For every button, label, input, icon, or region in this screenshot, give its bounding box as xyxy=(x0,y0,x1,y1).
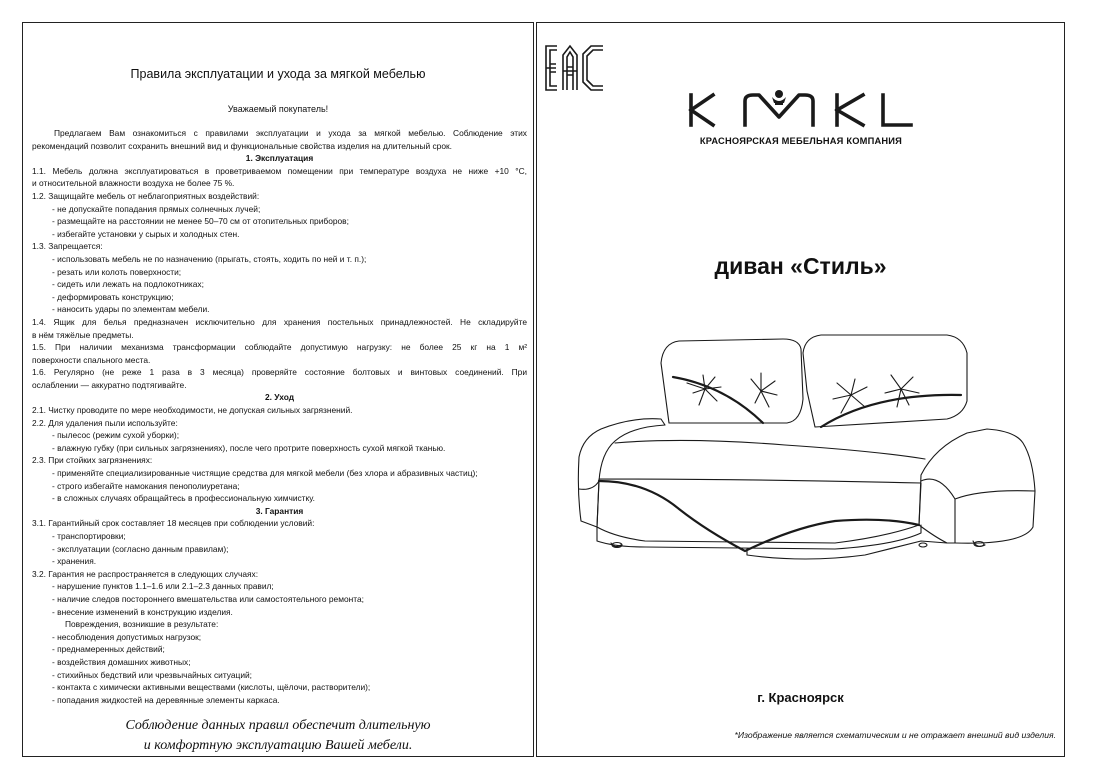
list-item: - пылесос (режим сухой уборки); xyxy=(52,430,180,441)
rule-line: 1.6. Регулярно (не реже 1 раза в 3 месяца) проверяйте состояние болтовых и винтовых соединений. При xyxy=(32,367,527,378)
list-item: - транспортировки; xyxy=(52,531,126,541)
closing-note xyxy=(23,716,533,756)
intro-line: рекомендаций позволит сохранить внешний вид и функциональные свойства изделия на длительный срок. xyxy=(32,140,452,151)
closing-line: и комфортную эксплуатацию Вашей мебели. xyxy=(143,738,413,753)
list-item: - избегайте установки у сырых и холодных стен. xyxy=(52,228,240,239)
closing-line: Соблюдение данных правил обеспечит длительную xyxy=(125,718,431,733)
rule-line: 2.2. Для удаления пыли используйте: xyxy=(32,417,178,428)
list-item: - размещайте на расстоянии не менее 50–70 см от отопительных приборов; xyxy=(52,216,349,227)
kmk-brand-logo xyxy=(687,89,915,131)
armrest-right xyxy=(919,429,1035,543)
rule-line: 3.2. Гарантия не распространяется в следующих случаях: xyxy=(32,568,259,579)
list-item: - внесение изменений в конструкцию изделия. xyxy=(52,606,233,617)
list-item: - хранения. xyxy=(52,556,97,567)
list-item: - попадания жидкостей на деревянные элементы каркаса. xyxy=(52,694,280,705)
rule-line: 3.1. Гарантийный срок составляет 18 месяцев при соблюдении условий: xyxy=(32,518,315,529)
section-heading: 1. Эксплуатация xyxy=(245,153,314,164)
rule-line: 1.2. Защищайте мебель от неблагоприятных воздействий: xyxy=(32,190,260,201)
rule-line: в нём тяжёлые предметы. xyxy=(32,329,134,340)
brand-name: КРАСНОЯРСКАЯ МЕБЕЛЬНАЯ КОМПАНИЯ xyxy=(699,136,903,146)
sofa-illustration xyxy=(575,331,1037,583)
list-item: - строго избегайте намокания пенополиуретана; xyxy=(52,480,240,491)
rule-line: и относительной влажности воздуха не более 75 %. xyxy=(32,178,235,189)
cover-page xyxy=(536,22,1065,757)
list-item: - не допускайте попадания прямых солнечных лучей; xyxy=(52,203,261,214)
rule-line: ослаблении — аккуратно подтягивайте. xyxy=(32,379,187,390)
back-cushion-left xyxy=(661,339,803,423)
eac-certification-mark xyxy=(543,43,609,93)
list-item: - сидеть или лежать на подлокотниках; xyxy=(52,279,204,290)
rules-page xyxy=(22,22,534,757)
rule-line: 1.4. Ящик для белья предназначен исключительно для хранения постельных принадлежностей. Не складируйте xyxy=(32,316,527,327)
section-heading: 2. Уход xyxy=(264,392,295,403)
list-item: - стихийных бедствий или чрезвычайных ситуаций; xyxy=(52,669,252,680)
document-title: Правила эксплуатации и ухода за мягкой мебелью xyxy=(130,67,426,81)
greeting: Уважаемый покупатель! xyxy=(227,104,329,114)
rule-line: 1.1. Мебель должна эксплуатироваться в проветриваемом помещении при температуре воздуха не ниже +10 °C, xyxy=(32,165,527,176)
list-item: - нарушение пунктов 1.1–1.6 или 2.1–2.3 данных правил; xyxy=(52,581,274,592)
back-cushion-right xyxy=(803,335,967,427)
list-item: - контакта с химически активными веществами (кислоты, щёлочи, растворители); xyxy=(52,682,371,693)
list-item: - воздействия домашних животных; xyxy=(52,656,191,667)
crown-icon xyxy=(772,90,786,105)
list-item: - наносить удары по элементам мебели. xyxy=(52,304,210,315)
list-item: - несоблюдения допустимых нагрузок; xyxy=(52,631,202,642)
product-title: диван «Стиль» xyxy=(714,253,887,279)
list-item: - использовать мебель не по назначению (прыгать, стоять, ходить по ней и т. п.); xyxy=(52,253,367,264)
rule-line: 2.1. Чистку проводите по мере необходимости, не допуская сильных загрязнений. xyxy=(32,405,353,416)
city: г. Красноярск xyxy=(757,690,844,705)
rules-body xyxy=(32,127,527,706)
list-item: - в сложных случаях обращайтесь в профессиональную химчистку. xyxy=(52,493,315,504)
rule-line: Повреждения, возникшие в результате: xyxy=(65,619,219,630)
rule-line: поверхности спального места. xyxy=(32,354,151,365)
list-item: - резать или колоть поверхности; xyxy=(52,266,182,277)
list-item: - применяйте специализированные чистящие средства для мягкой мебели (без хлора и абразивных частиц); xyxy=(52,468,478,479)
disclaimer: *Изображение является схематическим и не отражает внешний вид изделия. xyxy=(734,730,1056,740)
armrest-left xyxy=(578,419,665,527)
section-heading: 3. Гарантия xyxy=(255,505,304,516)
list-item: - деформировать конструкцию; xyxy=(52,291,174,302)
rule-line: 2.3. При стойких загрязнениях: xyxy=(32,455,153,466)
list-item: - влажную губку (при сильных загрязнениях), после чего протрите поверхность сухой мягкой тканью. xyxy=(52,442,446,453)
list-item: - преднамеренных действий; xyxy=(52,644,165,655)
rule-line: 1.3. Запрещается: xyxy=(32,241,103,252)
rule-line: 1.5. При наличии механизма трансформации соблюдайте допустимую нагрузку: не более 25 кг на 1 м² xyxy=(32,342,527,353)
list-item: - наличие следов постороннего вмешательства или самостоятельного ремонта; xyxy=(52,593,364,604)
list-item: - эксплуатации (согласно данным правилам); xyxy=(52,543,229,554)
intro-line: Предлагаем Вам ознакомиться с правилами эксплуатации и ухода за мягкой мебелью. Соблюдение этих xyxy=(54,128,527,138)
